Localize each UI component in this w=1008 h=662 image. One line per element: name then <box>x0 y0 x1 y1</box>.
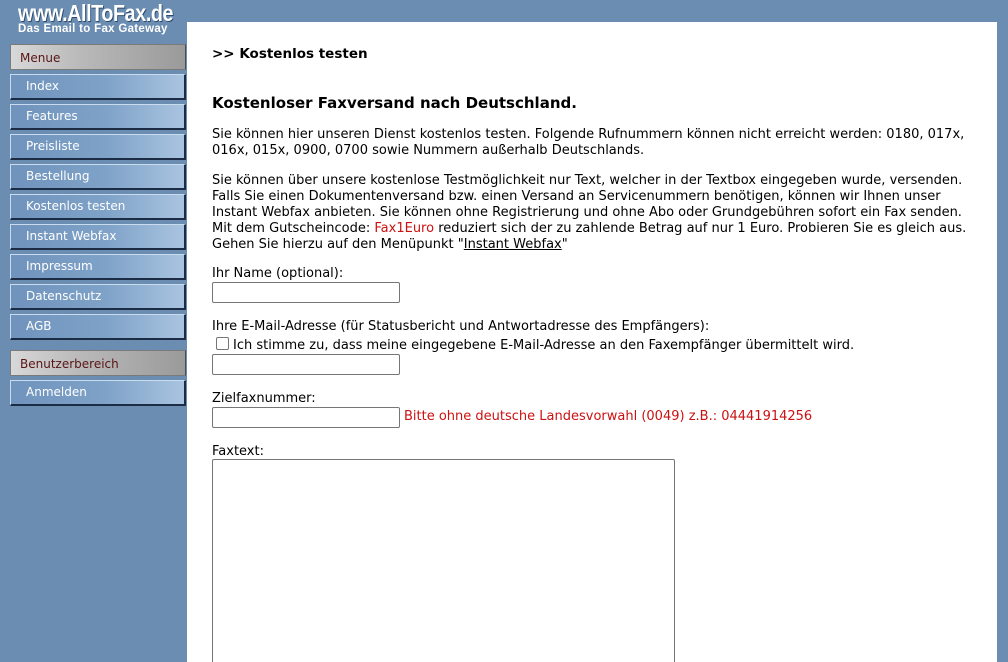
info-text-start: Sie können über unsere kostenlose Testmöglichkeit nur Text, welcher in der Textbox eingegeben wurde, versenden. Falls Sie einen Dokumentenversand bzw. einen Versand an Servicenummern benötigen, können wir Ihnen unser Instant Webfax anbieten. Sie können ohne Registrierung und ohne Abo oder Grundgebühren sofort ein Fax senden. Mit dem Gutscheincode: <box>212 173 963 236</box>
sidebar-item-index[interactable]: Index <box>10 74 186 100</box>
logo[interactable] <box>10 0 188 40</box>
intro-paragraph: Sie können hier unseren Dienst kostenlos testen. Folgende Rufnummern können nicht erreicht werden: 0180, 017x, 016x, 015x, 0900, 0700 sowie Nummern außerhalb Deutschlands. <box>212 127 965 158</box>
consent-label: Ich stimme zu, dass meine eingegebene E-Mail-Adresse an den Faxempfänger übermittelt wird. <box>233 338 855 353</box>
logo-subtitle: Das Email to Fax Gateway <box>18 23 168 35</box>
sidebar-item-agb[interactable]: AGB <box>10 314 186 340</box>
info-paragraph <box>212 173 982 253</box>
sidebar-item-instant-webfax[interactable]: Instant Webfax <box>10 224 186 250</box>
sidebar-item-impressum[interactable]: Impressum <box>10 254 186 280</box>
faxnumber-label: Zielfaxnummer: <box>212 391 316 406</box>
instant-webfax-link[interactable]: Instant Webfax <box>463 237 562 252</box>
faxtext-textarea[interactable] <box>212 459 675 662</box>
name-input[interactable] <box>212 282 400 303</box>
coupon-code: Fax1Euro <box>374 221 435 236</box>
faxnumber-hint: Bitte ohne deutsche Landesvorwahl (0049) z.B.: 04441914256 <box>404 409 813 424</box>
breadcrumb: >> Kostenlos testen <box>212 46 368 62</box>
email-label: Ihre E-Mail-Adresse (für Statusbericht und Antwortadresse des Empfängers): <box>212 319 710 334</box>
info-text-end: " <box>561 237 568 252</box>
sidebar-item-features[interactable]: Features <box>10 104 186 130</box>
email-input[interactable] <box>212 354 400 375</box>
sidebar-item-preisliste[interactable]: Preisliste <box>10 134 186 160</box>
consent-row <box>212 337 854 354</box>
sidebar <box>10 44 186 410</box>
user-area-header: Benutzerbereich <box>10 350 186 376</box>
faxtext-label: Faxtext: <box>212 444 264 459</box>
menu-header: Menue <box>10 44 186 70</box>
faxnumber-input[interactable] <box>212 407 400 428</box>
consent-checkbox[interactable] <box>216 337 229 350</box>
page-title: Kostenloser Faxversand nach Deutschland. <box>212 94 577 112</box>
sidebar-item-kostenlos-testen[interactable]: Kostenlos testen <box>10 194 186 220</box>
sidebar-item-datenschutz[interactable]: Datenschutz <box>10 284 186 310</box>
main-content <box>187 22 997 662</box>
info-text-mid: reduziert sich der zu zahlende Betrag auf nur 1 Euro. Probieren Sie es gleich aus. Gehen Sie hierzu auf den Menüpunkt " <box>212 221 967 252</box>
name-label: Ihr Name (optional): <box>212 266 344 281</box>
sidebar-item-bestellung[interactable]: Bestellung <box>10 164 186 190</box>
sidebar-item-anmelden[interactable]: Anmelden <box>10 380 186 406</box>
logo-title: www.AllToFax.de <box>18 0 174 26</box>
